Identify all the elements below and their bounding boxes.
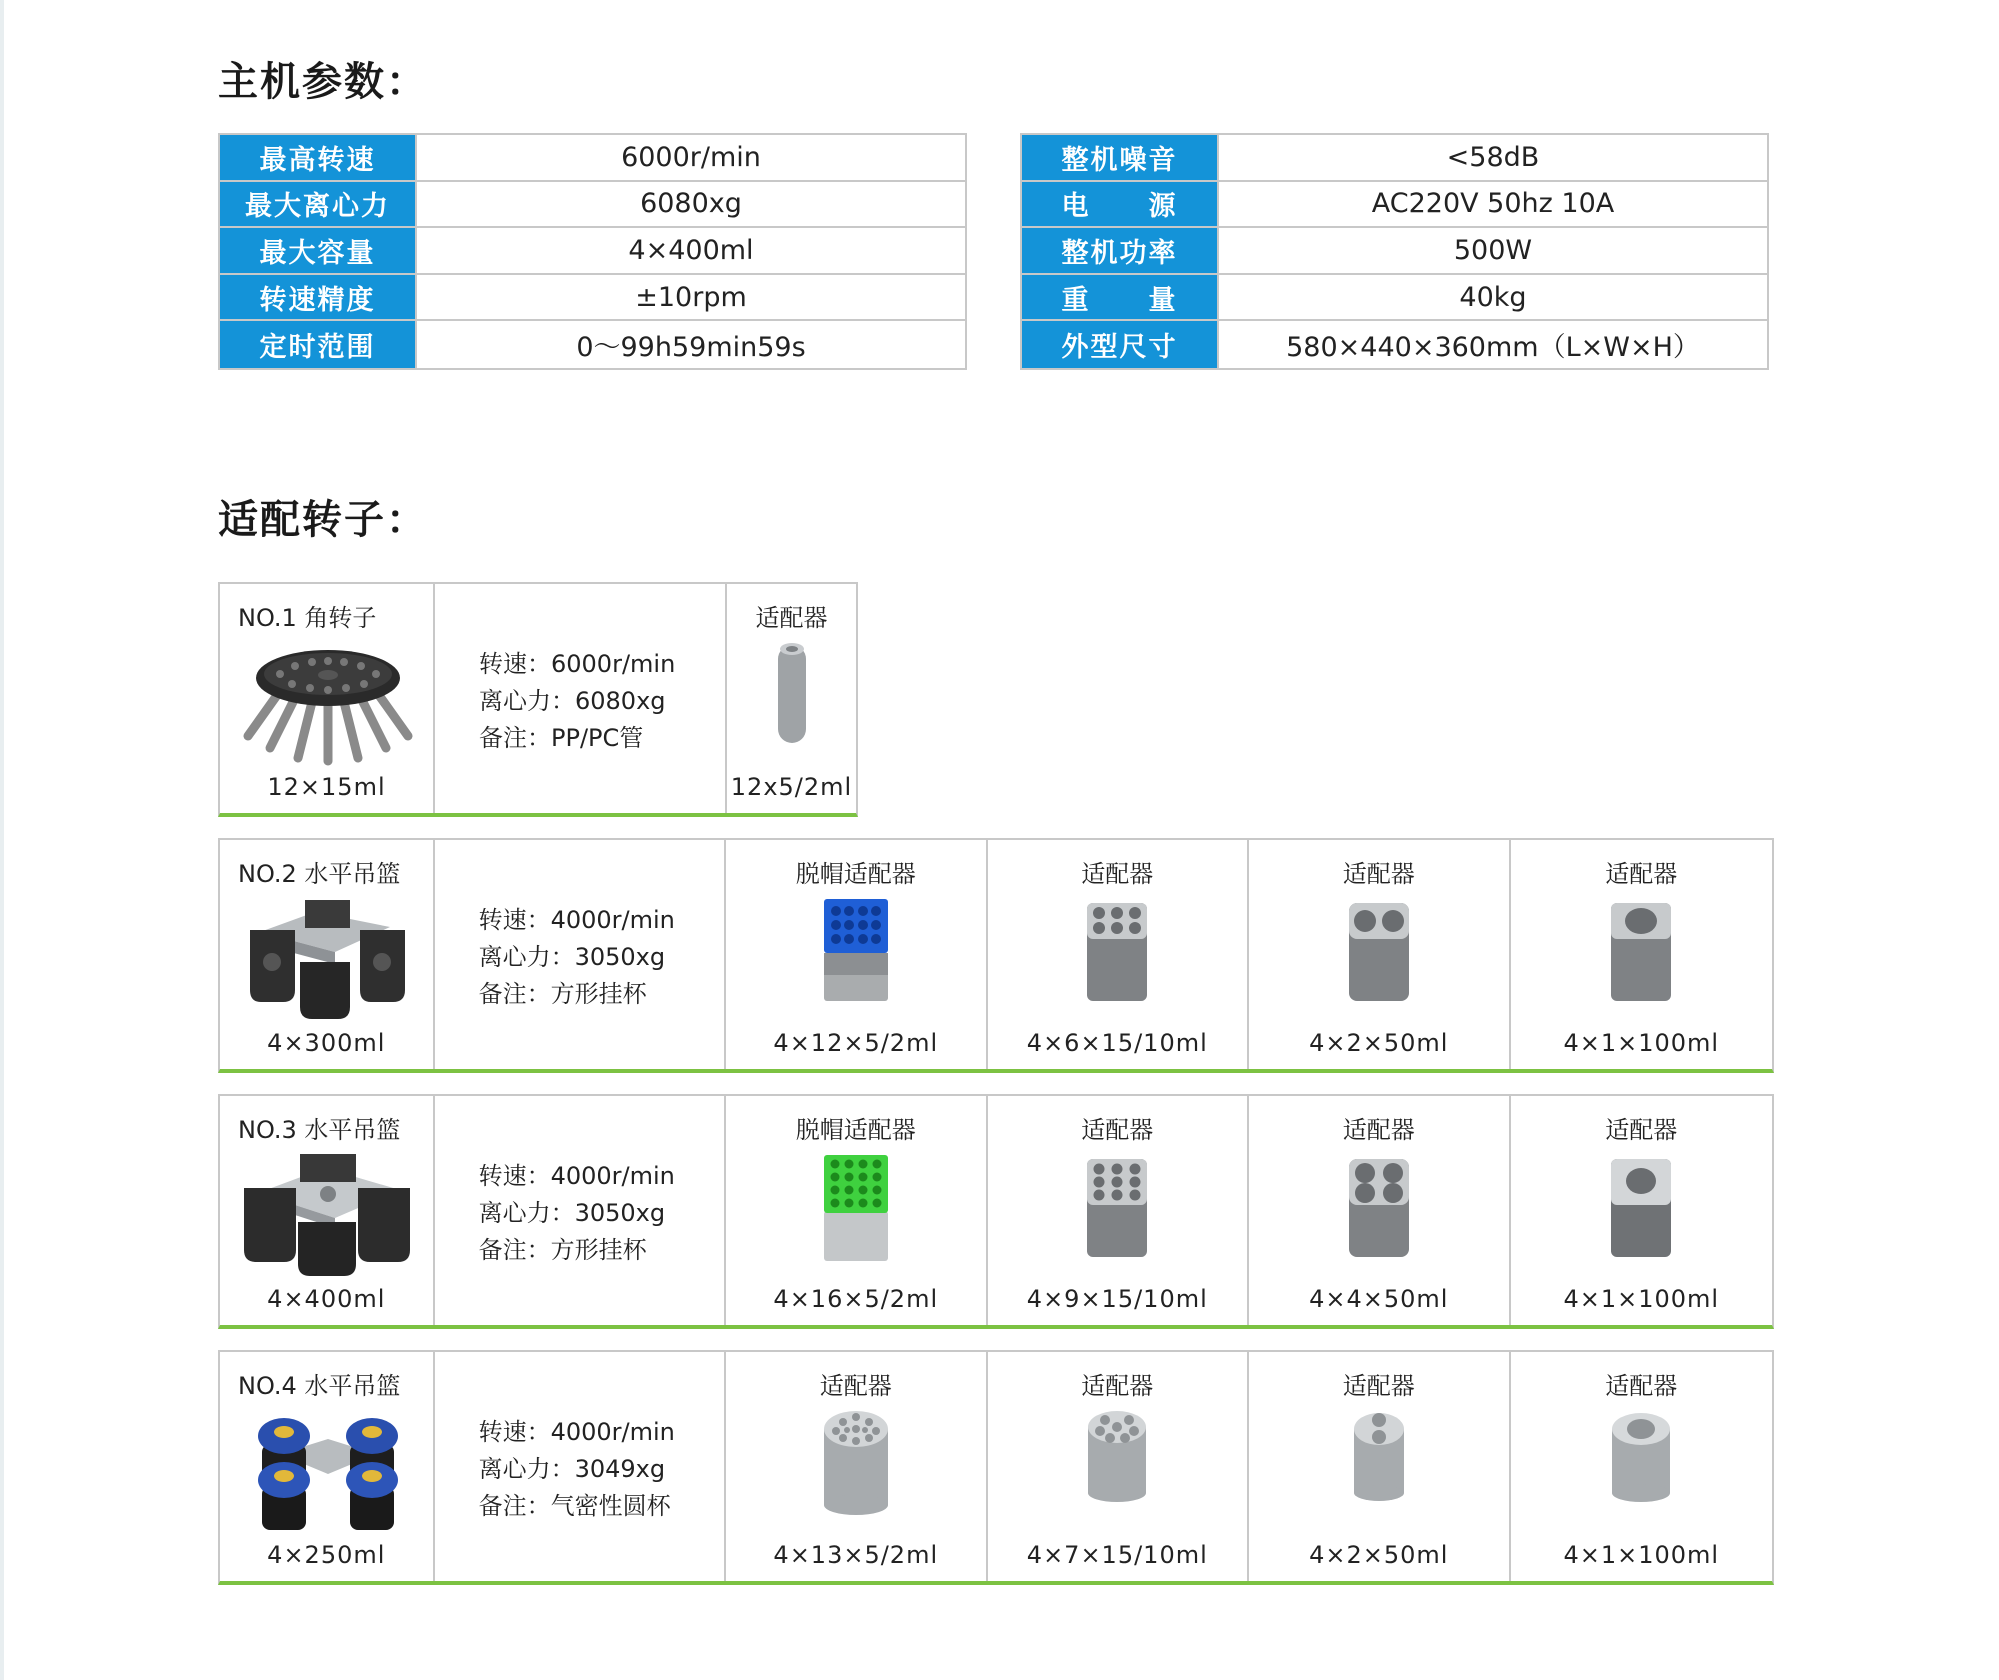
adapter-cell (726, 1352, 988, 1581)
adapter-name: 适配器 (1342, 860, 1415, 888)
adapter-capacity: 4×2×50ml (1309, 1029, 1449, 1057)
rotor-cell (220, 1352, 435, 1581)
spec-row (1022, 182, 1767, 229)
rotor-info-cell (435, 584, 727, 813)
spec-table-left (218, 133, 967, 370)
spec-value: 4×400ml (628, 234, 754, 266)
spec-key: 外型尺寸 (1022, 321, 1219, 368)
tube-adapter-icon (772, 639, 812, 749)
adapter-cell (1511, 1352, 1772, 1581)
rcf-text: 离心力：3050xg (478, 943, 666, 971)
spec-key: 电 源 (1022, 182, 1219, 227)
rcf-text: 离心力：6080xg (479, 687, 666, 715)
spec-key: 定时范围 (220, 321, 417, 368)
adapter-name: 适配器 (1605, 1372, 1678, 1400)
spec-value: <58dB (1446, 141, 1540, 173)
adapter-name: 脱帽适配器 (795, 1116, 916, 1144)
adapter-capacity: 4×4×50ml (1309, 1285, 1449, 1313)
adapter-capacity: 4×9×15/10ml (1026, 1285, 1208, 1313)
rotor-info (479, 1158, 675, 1269)
spec-key: 转速精度 (220, 275, 417, 320)
spec-key: 最大离心力 (220, 182, 417, 227)
rotor-cell (220, 1096, 435, 1325)
one-hole-adapter-icon (1609, 1151, 1673, 1261)
rcf-text: 离心力：3049xg (478, 1455, 666, 1483)
spec-row (220, 182, 965, 229)
adapter-name: 脱帽适配器 (795, 860, 916, 888)
adapter-name: 适配器 (1342, 1372, 1415, 1400)
spec-table-right (1020, 133, 1769, 370)
adapter-capacity: 12x5/2ml (730, 773, 853, 801)
spec-value: 6000r/min (621, 141, 761, 173)
rotor-info-cell (435, 1352, 726, 1581)
speed-text: 转速：6000r/min (479, 650, 676, 678)
adapter-cell (988, 840, 1250, 1069)
rotor-info (479, 902, 675, 1013)
nine-hole-adapter-icon (1085, 1151, 1149, 1261)
adapter-cell (727, 584, 856, 813)
six-hole-adapter-icon (1085, 895, 1149, 1005)
spec-row (220, 321, 965, 368)
adapter-cell (988, 1096, 1250, 1325)
adapter-name: 适配器 (1605, 1116, 1678, 1144)
rotor-card-2 (218, 838, 1774, 1073)
adapter-cell (1249, 1352, 1511, 1581)
round-7-hole-adapter-icon (1085, 1407, 1149, 1507)
rotor-name: NO.3 水平吊篮 (238, 1116, 401, 1144)
rotor-capacity: 4×300ml (267, 1029, 386, 1057)
round-bucket-rotor-icon (240, 1404, 415, 1534)
green-rack-adapter-icon (821, 1151, 891, 1266)
rotor-info-cell (435, 840, 726, 1069)
spec-value: 6080xg (640, 188, 742, 220)
rotor-name: NO.2 水平吊篮 (238, 860, 401, 888)
adapter-capacity: 4×13×5/2ml (773, 1541, 939, 1569)
note-text: 备注：PP/PC管 (479, 724, 644, 752)
adapter-cell (988, 1352, 1250, 1581)
note-text: 备注：方形挂杯 (478, 1236, 647, 1264)
adapter-cell (1249, 1096, 1511, 1325)
round-13-hole-adapter-icon (821, 1407, 891, 1517)
round-2-hole-adapter-icon (1351, 1407, 1407, 1507)
adapter-capacity: 4×2×50ml (1309, 1541, 1449, 1569)
adapter-name: 适配器 (1081, 1116, 1154, 1144)
rotor-card-3 (218, 1094, 1774, 1329)
round-1-hole-adapter-icon (1609, 1407, 1673, 1507)
page-edge (0, 0, 4, 1680)
speed-text: 转速：4000r/min (478, 1162, 675, 1190)
note-text: 备注：方形挂杯 (478, 980, 647, 1008)
adapter-name: 适配器 (1081, 1372, 1154, 1400)
one-hole-adapter-icon (1609, 895, 1673, 1005)
two-hole-adapter-icon (1347, 895, 1411, 1005)
spec-value: 40kg (1459, 281, 1527, 313)
rotor-capacity: 12×15ml (267, 773, 386, 801)
rotors-title: 适配转子： (218, 497, 428, 543)
adapter-cell (1511, 840, 1772, 1069)
adapter-capacity: 4×7×15/10ml (1026, 1541, 1208, 1569)
spec-row (1022, 135, 1767, 182)
rotor-capacity: 4×250ml (267, 1541, 386, 1569)
adapter-cell (1249, 840, 1511, 1069)
rotor-name: NO.1 角转子 (238, 604, 377, 632)
spec-key: 整机噪音 (1022, 135, 1219, 180)
adapter-capacity: 4×12×5/2ml (773, 1029, 939, 1057)
rotor-card-1 (218, 582, 858, 817)
adapter-name: 适配器 (1342, 1116, 1415, 1144)
spec-key: 重 量 (1022, 275, 1219, 320)
adapter-capacity: 4×16×5/2ml (773, 1285, 939, 1313)
rotor-cell (220, 840, 435, 1069)
rotor-info (479, 646, 675, 757)
rotor-cell (220, 584, 435, 813)
adapter-name: 适配器 (1081, 860, 1154, 888)
rotor-info-cell (435, 1096, 726, 1325)
swing-bucket-rotor-icon (240, 1148, 415, 1278)
rotor-info (479, 1414, 675, 1525)
adapter-cell (1511, 1096, 1772, 1325)
adapter-cell (726, 1096, 988, 1325)
spec-key: 整机功率 (1022, 228, 1219, 273)
spec-value: ±10rpm (635, 281, 747, 313)
host-params-title: 主机参数： (218, 59, 428, 105)
rotor-name: NO.4 水平吊篮 (238, 1372, 401, 1400)
spec-row (1022, 321, 1767, 368)
spec-row (1022, 275, 1767, 322)
spec-row (1022, 228, 1767, 275)
spec-value: 0～99h59min59s (576, 332, 806, 364)
spec-key: 最大容量 (220, 228, 417, 273)
note-text: 备注：气密性圆杯 (478, 1492, 671, 1520)
spec-row (220, 275, 965, 322)
adapter-capacity: 4×1×100ml (1563, 1285, 1720, 1313)
rotor-card-4 (218, 1350, 1774, 1585)
spec-value: 580×440×360mm（L×W×H） (1286, 332, 1700, 364)
adapter-name: 适配器 (1605, 860, 1678, 888)
spec-row (220, 228, 965, 275)
adapter-name: 适配器 (819, 1372, 892, 1400)
swing-bucket-rotor-icon (240, 892, 415, 1022)
four-hole-adapter-icon (1347, 1151, 1411, 1261)
spec-value: AC220V 50hz 10A (1371, 188, 1615, 220)
rcf-text: 离心力：3050xg (478, 1199, 666, 1227)
spec-value: 500W (1453, 234, 1533, 266)
spec-key: 最高转速 (220, 135, 417, 180)
adapter-capacity: 4×6×15/10ml (1026, 1029, 1208, 1057)
adapter-capacity: 4×1×100ml (1563, 1541, 1720, 1569)
angle-rotor-icon (240, 636, 415, 766)
rotor-capacity: 4×400ml (267, 1285, 386, 1313)
speed-text: 转速：4000r/min (478, 906, 675, 934)
adapter-capacity: 4×1×100ml (1563, 1029, 1720, 1057)
adapter-cell (726, 840, 988, 1069)
speed-text: 转速：4000r/min (478, 1418, 675, 1446)
blue-rack-adapter-icon (821, 895, 891, 1005)
spec-row (220, 135, 965, 182)
adapter-name: 适配器 (755, 604, 828, 632)
